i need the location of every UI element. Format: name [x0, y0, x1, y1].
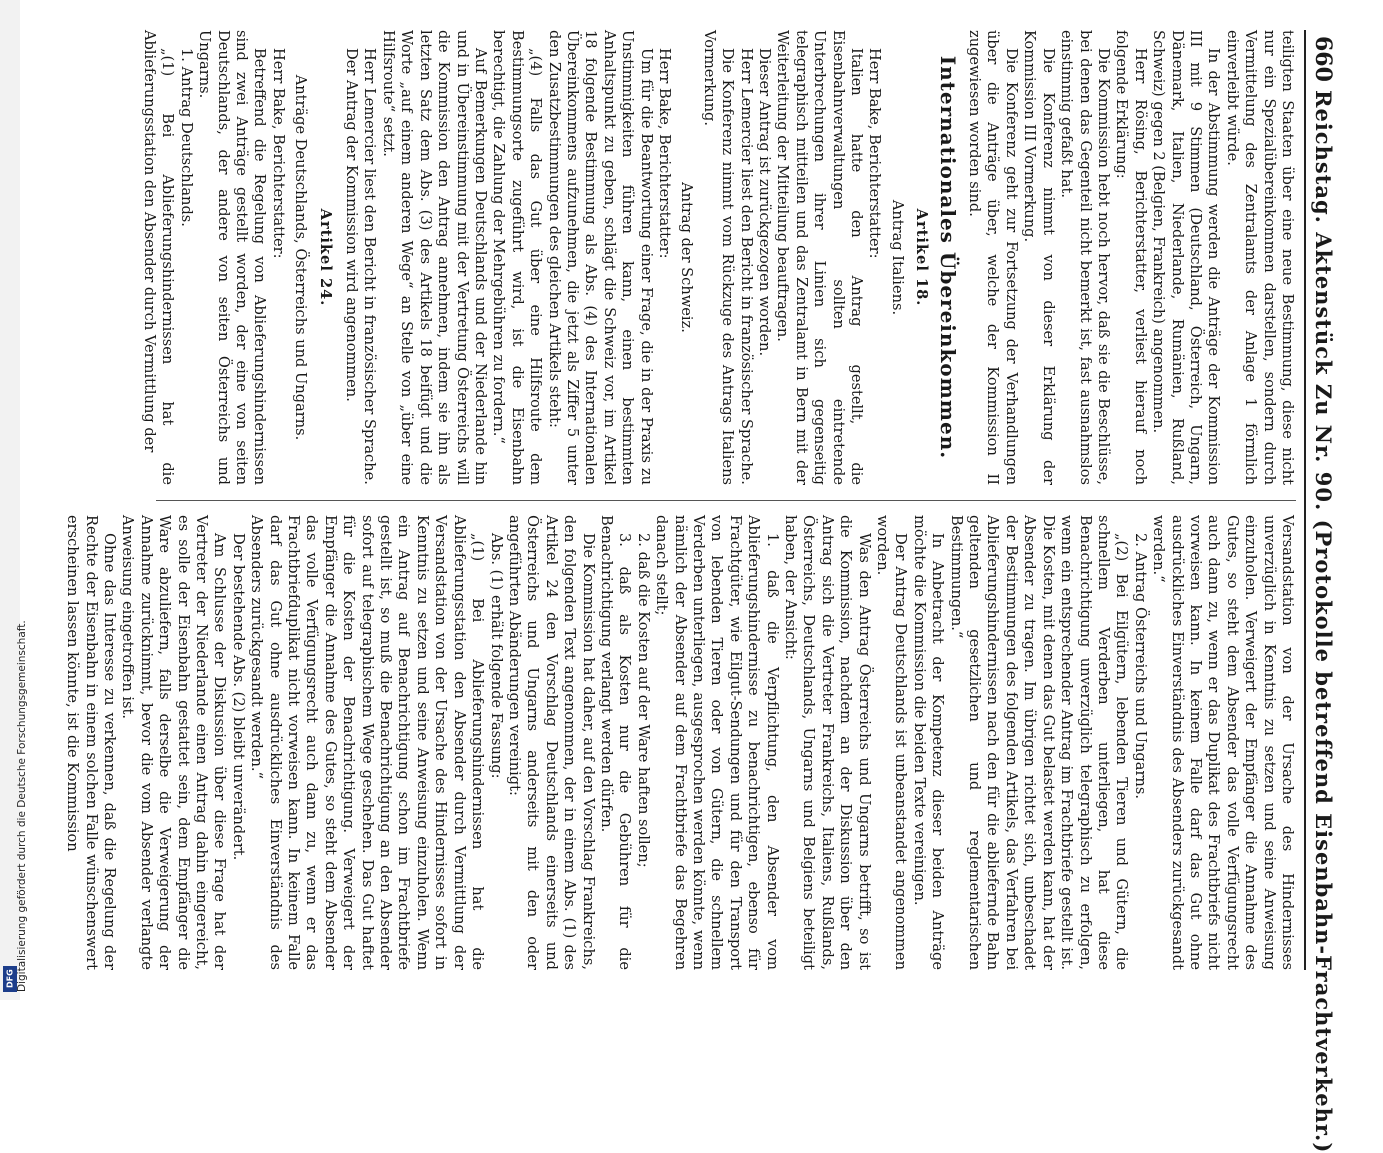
paragraph: 2. Antrag Österreichs und Ungarns. [1131, 533, 1149, 799]
paragraph: Um für die Beantwortung einer Frage, die in der Praxis zu Unstimmigkeiten führen kann, einen bestimmten Anhaltspunkt zu geben, schlägt die Schweiz vor, im Artikel 18 folgende Bestimmung als Abs. (4) des Internationalen Übereinkommens aufzunehmen, die jetzt als Ziffer 5 unter den Zusatzbestimmungen des gleichen Artikels steht: [545, 30, 655, 485]
paragraph: Herr Bake, Berichterstatter: [866, 48, 884, 259]
paragraph: 3. daß als Kosten nur die Gebühren für die Benachrichtigung verlangt werden dürfen. [597, 515, 634, 970]
paragraph: Herr Bake, Berichterstatter: [269, 48, 287, 259]
section-heading: Internationales Übereinkommen. [935, 55, 960, 460]
paragraph: 1. Antrag Deutschlands. [177, 48, 195, 227]
paragraph: Der Antrag der Kommission wird angenommen. [343, 48, 361, 402]
paragraph: Herr Lemercier liest den Bericht in französischer Sprache. [737, 48, 755, 485]
document-page [64, 30, 1340, 1153]
paragraph: Was den Antrag Österreichs und Ungarns betrifft, so ist die Kommission, nachdem an der Diskussion über den Antrag sich die Vertreter Frankreichs, Italiens, Rußlands, Österreichs, Deutschlands, Ungarns und Belgiens beteiligt haben, der Ansicht: [782, 515, 873, 970]
paragraph: 2. daß die Kosten auf der Ware haften sollen; [634, 533, 652, 868]
paragraph: Auf Bemerkungen Deutschlands und der Niederlande hin und in Übereinstimmung mit der Vertretung Österreichs will die Kommission den Antrag annehmen, indem sie ihn als letzten Satz dem Abs. (3) des Artikels 18 beifügt und die Worte „auf einem anderen Wege“ an Stelle von „über eine Hilfsroute“ setzt. [379, 30, 489, 485]
paragraph: Die Kommission hebt noch hervor, daß sie die Beschlüsse, bei denen das Gegenteil nicht bemerkt ist, fast ausnahmslos einstimmig gefaßt hat. [1058, 30, 1112, 485]
subheading: Antrag Italiens. [888, 199, 906, 316]
subheading: Anträge Deutschlands, Österreichs und Ungarns. [292, 74, 310, 441]
subheading: Antrag der Schweiz. [678, 182, 696, 333]
running-head: Reichstag. Aktenstück Zu Nr. 90. (Protokolle betreffend Eisenbahn-Frachtverkehr.) [1311, 90, 1336, 1153]
paragraph: Die Konferenz nimmt von dieser Erklärung der Kommission III Vormerkung. [1021, 30, 1057, 485]
page-header [1304, 30, 1340, 1153]
paragraph: In Anbetracht der Kompetenz dieser beiden Anträge möchte die Kommission die beiden Texte vereinigen. [910, 515, 947, 970]
paragraph: Am Schlusse der Diskussion über diese Frage hat der Vertreter der Niederlande einen Antrag dahin eingereicht, es solle der Eisenbahn gestattet sein, dem Empfänger die Ware abzuliefern, falls derselbe die Verweigerung der Annahme zurücknimmt, bevor die vom Absender verlangte Anweisung eingetroffen ist. [119, 515, 229, 970]
column-divider [156, 500, 1296, 501]
paragraph: „(4) Falls das Gut über eine Hilfsroute dem Bestimmungsorte zugeführt wird, ist die Eisenbahn berechtigt, die Zahlung der Mehrgebühren zu fordern.“ [490, 30, 545, 485]
dfg-logo: DFG [3, 966, 17, 992]
left-text-column [141, 30, 1296, 485]
paragraph: Dieser Antrag ist zurückgezogen worden. [756, 48, 774, 357]
paragraph: Der Antrag Deutschlands ist unbeanstandet angenommen worden. [874, 515, 910, 970]
paragraph: Die Konferenz geht zur Fortsetzung der Verhandlungen über die Anträge über, welche der Kommission II zugewiesen worden sind. [966, 30, 1020, 485]
section-heading: Artikel 24. [316, 208, 334, 307]
paragraph: In der Abstimmung werden die Anträge der Kommission III mit 9 Stimmen (Deutschland, Österreich, Ungarn, Dänemark, Italien, Niederlande, Rumänien, Rußland, Schweiz) gegen 2 (Belgien, Frankreich) angenommen. [1150, 30, 1223, 485]
paragraph: „(2) Bei Eilgütern, lebenden Tieren und Gütern, die schnellem Verderben unterliegen, hat diese Benachrichtigung unverzüglich telegraphisch zu erfolgen, wenn ein entsprechender Antrag im Frachtbriefe gestellt ist. Die Kosten, mit denen das Gut belastet werden kann, hat der Absender zu tragen. Im übrigen richtet sich, unbeschadet der Bestimmungen des folgenden Artikels, das Verfahren bei Ablieferungshindernissen nach den für die abliefernde Bahn geltenden gesetzlichen und reglementarischen Bestimmungen.“ [947, 515, 1131, 970]
paragraph: Herr Rösing, Berichterstatter, verliest hierauf noch folgende Erklärung: [1113, 30, 1149, 485]
paragraph: Abs. (1) erhält folgende Fassung: [487, 533, 505, 779]
digitization-credit-strip [0, 0, 28, 1000]
paragraph: Die Kommission hat daher, auf den Vorschlag Frankreichs, den folgenden Text angenommen, der in einem Abs. (1) des Artikel 24 den Vorschlag Deutschlands einerseits und Österreichs und Ungarns anderseits mit den oder angeführten Abänderungen vereinigt: [505, 515, 597, 970]
right-text-column [64, 515, 1296, 970]
paragraph: Italien hatte den Antrag gestellt, die Eisenbahnverwaltungen sollten eintretende Unterbrechungen ihrer Linien sich gegenseitig telegraphisch mitteilen und das Zentralamt in Bern mit der Weiterleitung der Mitteilung beauftragen. [774, 30, 866, 485]
paragraph: teiligten Staaten über eine neue Bestimmung, diese nicht nur ein Spezialübereinkommen darstellen, sondern durch Vermittelung des Zentralamts der Anlage 1 förmlich einverleibt würde. [1223, 30, 1296, 485]
paragraph: „(1) Bei Ablieferungshindernissen hat die Ablieferungsstation den Absender durch Vermittlung der [141, 30, 177, 485]
paragraph: Herr Lemercier liest den Bericht in französischer Sprache. [361, 48, 379, 485]
paragraph: Betreffend die Regelung von Ablieferungshindernissen sind zwei Anträge gestellt worden, der eine von seiten Deutschlands, der andere von seiten Österreichs und Ungarns. [196, 30, 269, 485]
paragraph: Der bestehende Abs. (2) bleibt unverändert. [229, 533, 247, 861]
section-heading: Artikel 18. [913, 208, 931, 307]
paragraph: Die Konferenz nimmt vom Rückzuge des Antrags Italiens Vormerkung. [700, 30, 737, 485]
paragraph: Ohne das Interesse zu verkennen, daß die Regelung der Rechte der Eisenbahn in einem solchen Falle wünschenswert erscheinen lassen könnte, ist die Kommission [64, 515, 118, 970]
digitization-credit-text: Digitalisierung gefördert durch die Deutsche Forschungsgemeinschaft. [16, 620, 28, 992]
paragraph: „(1) Bei Ablieferungshindernissen hat die Ablieferungsstation den Absender durch Vermittlung der Versandstation von der Ursache des Hindernisses sofort in Kenntnis zu setzen und seine Anweisung einzuholen. Wenn ein Antrag auf Benachrichtigung schon im Frachtbriefe gestellt ist, so muß die Benachrichtigung an den Absender sofort auf telegraphischem Wege geschehen. Das Gut haftet für die Kosten der Benachrichtigung. Verweigert der Empfänger die Annahme des Gutes, so steht dem Absender das volle Verfügungsrecht auch dann zu, wenn er das Frachtbriefduplikat nicht vorweisen kann. In keinem Falle darf das Gut ohne ausdrückliches Einverständnis des Absenders zurückgesandt werden.“ [248, 515, 487, 970]
paragraph: Versandstation von der Ursache des Hindernisses unverzüglich in Kenntnis zu setzen und seine Anweisung einzuholen. Verweigert der Empfänger die Annahme des Gutes, so steht dem Absender das volle Verfügungsrecht auch dann zu, wenn er das Duplikat des Frachtbriefs nicht vorweisen kann. In keinem Falle darf das Gut ohne ausdrückliches Einverständnis des Absenders zurückgesandt werden.“ [1150, 515, 1296, 970]
paragraph: Herr Bake, Berichterstatter: [656, 48, 673, 259]
page-number: 660 [1310, 36, 1336, 82]
paragraph: 1. daß die Verpflichtung, den Absender vom Ablieferungshindernisse zu benachrichtigen, ebenso für Frachtgüter, wie Eilgut-Sendungen und für den Transport von lebenden Tieren oder von Gütern, die schnellem Verderben unterliegen, ausgesprochen werden könnte, wenn nämlich der Absender auf dem Frachtbriefe das Begehren danach stellt; [653, 515, 781, 970]
